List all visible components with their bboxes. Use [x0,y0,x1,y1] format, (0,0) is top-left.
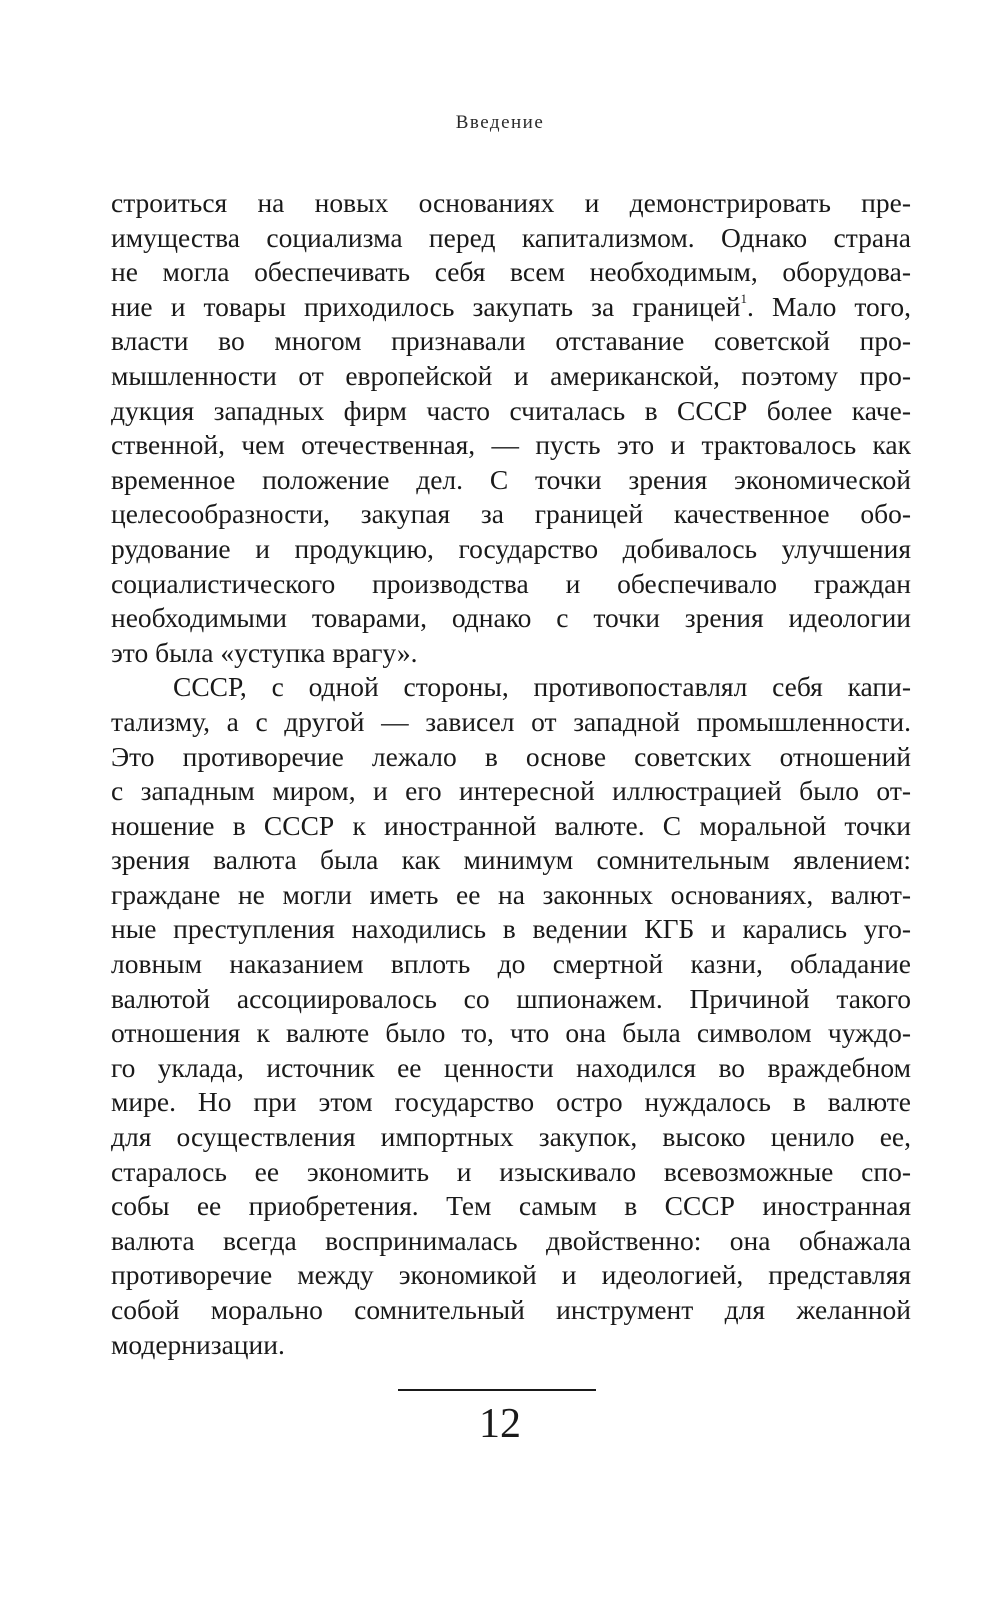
text-line: для осуществления импортных закупок, высоко ценило ее, [111,1121,911,1153]
text-line: зрения валюта была как минимум сомнительным явлением: [111,844,911,876]
running-head: Введение [455,112,545,133]
text-line: мышленности от европейской и американской, поэтому про- [111,359,911,391]
folio-rule [398,1389,596,1391]
text-line: рудование и продукцию, государство добивалось улучшения [111,532,911,564]
text-line: социалистического производства и обеспечивало граждан [111,567,911,599]
text-line: мире. Но при этом государство остро нуждалось в валюте [111,1086,911,1118]
text-line: противоречие между экономикой и идеологией, представляя [111,1259,911,1291]
text-line: модернизации. [111,1328,285,1360]
text-line: власти во многом признавали отставание советской про- [111,325,911,357]
text-line: дукция западных фирм часто считалась в СССР более каче- [111,394,911,426]
text-line: ношение в СССР к иностранной валюте. С моральной точки [111,809,911,841]
text-line: целесообразности, закупая за границей качественное обо- [111,498,911,530]
footnote-ref[interactable]: 1 [740,290,748,306]
text-line: не могла обеспечивать себя всем необходимым, оборудова- [111,256,911,288]
text-line: строиться на новых основаниях и демонстрировать пре- [111,187,911,218]
text-line: ственной, чем отечественная, — пусть это и трактовалось как [111,429,911,461]
text-line: граждане не могли иметь ее на законных основаниях, валют- [111,878,911,910]
text-line: ные преступления находились в ведении КГБ и карались уго- [111,913,911,945]
text-line: необходимыми товарами, однако с точки зрения идеологии [111,602,911,634]
text-line: отношения к валюте было то, что она была символом чуждо- [111,1017,911,1049]
text-line: тализму, а с другой — зависел от западной промышленности. [111,705,911,737]
text-line: это была «уступка врагу». [111,636,418,668]
text-line: Это противоречие лежало в основе советских отношений [111,740,911,772]
text-line: валюта всегда воспринималась двойственно: она обнажала [111,1224,911,1256]
body-text [111,186,911,1362]
paragraph-2 [111,670,911,1362]
text-line-segment: ние и товары приходилось закупать за границей [111,290,741,322]
page-number: 12 [479,1401,521,1447]
text-line: СССР, с одной стороны, противопоставлял себя капи- [173,671,911,703]
paragraph-1 [111,186,911,670]
text-line: валютой ассоциировалось со шпионажем. Причиной такого [111,982,911,1014]
text-line: го уклада, источник ее ценности находился во враждебном [111,1051,911,1083]
text-line: собы ее приобретения. Тем самым в СССР иностранная [111,1190,911,1222]
text-line-segment: . Мало того, [747,290,911,322]
text-line: собой морально сомнительный инструмент для желанной [111,1294,911,1325]
text-line: с западным миром, и его интересной иллюстрацией было от- [111,775,911,807]
text-line: временное положение дел. С точки зрения экономической [111,463,911,495]
text-line: старалось ее экономить и изыскивало всевозможные спо- [111,1155,911,1187]
text-line [111,290,911,325]
text-line: ловным наказанием вплоть до смертной казни, обладание [111,948,911,980]
text-line: имущества социализма перед капитализмом. Однако страна [111,221,911,253]
